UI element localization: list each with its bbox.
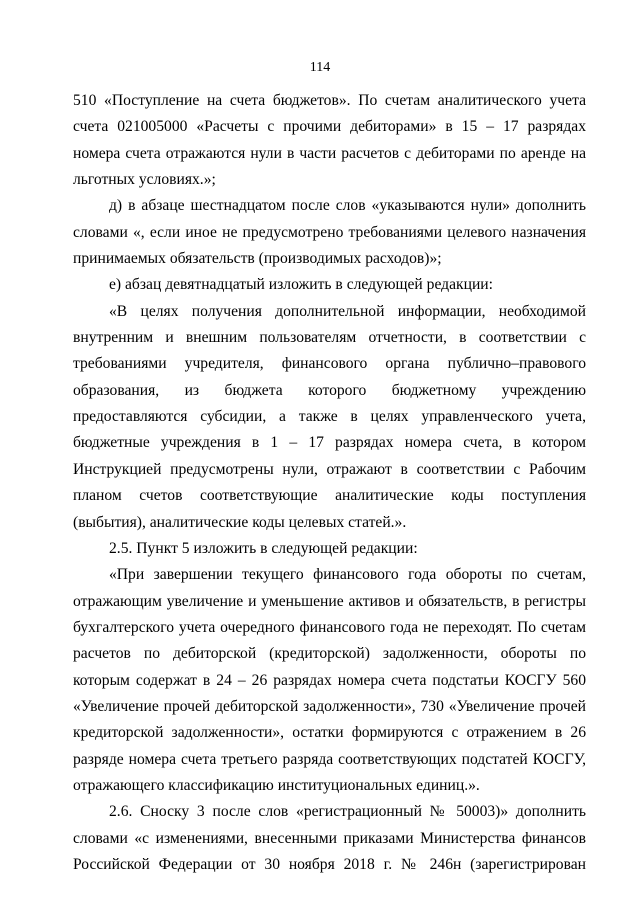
document-body <box>73 88 586 878</box>
page-number: 114 <box>309 60 331 75</box>
paragraph-new-wording-point-5: «При завершении текущего финансового года обороты по счетам, отражающим увеличение и уменьшение активов и обязательств, в регистры бухгалтерского учета очередного финансового года не переходят. По счетам расчетов по дебиторской (кредиторской) задолженности, обороты по которым содержат в 24 – 26 разрядах номера счета подстатьи КОСГУ 560 «Увеличение прочей дебиторской задолженности», 730 «Увеличение прочей кредиторской задолженности», остатки формируются с отражением в 26 разряде номера счета третьего разряда соответствующих подстатей КОСГУ, отражающего классификацию институциональных единиц.». <box>73 566 586 794</box>
paragraph-account-510: 510 «Поступление на счета бюджетов». По счетам аналитического учета счета 021005000 «Расчеты с прочими дебиторами» в 15 – 17 разрядах номера счета отражаются нули в части расчетов с дебиторами по аренде на льготных условиях.»; <box>73 92 586 189</box>
paragraph-new-wording-19: «В целях получения дополнительной информации, необходимой внутренним и внешним пользователям отчетности, в соответствии с требованиями учредителя, финансового органа публично–правового образования, из бюджета которого бюджетному учреждению предоставляются субсидии, а также в целях управленческого учета, бюджетные учреждения в 1 – 17 разрядах номера счета, в котором Инструкцией предусмотрены нули, отражают в соответствии с Рабочим планом счетов соответствующие аналитические коды поступления (выбытия), аналитические коды целевых статей.». <box>73 302 586 531</box>
paragraph-amendment-d: д) в абзаце шестнадцатом после слов «указываются нули» дополнить словами «, если иное не предусмотрено требованиями целевого назначения принимаемых обязательств (производимых расходов)»; <box>73 197 586 268</box>
paragraph-amendment-e: е) абзац девятнадцатый изложить в следующей редакции: <box>109 276 493 294</box>
paragraph-item-2-6: 2.6. Сноску 3 после слов «регистрационный № 50003)» дополнить словами «с изменениями, внесенными приказами Министерства финансов Российской Федерации от 30 ноября 2018 г. № 246н (зарегистрирован <box>73 803 586 873</box>
paragraph-item-2-5: 2.5. Пункт 5 изложить в следующей редакции: <box>109 539 418 557</box>
